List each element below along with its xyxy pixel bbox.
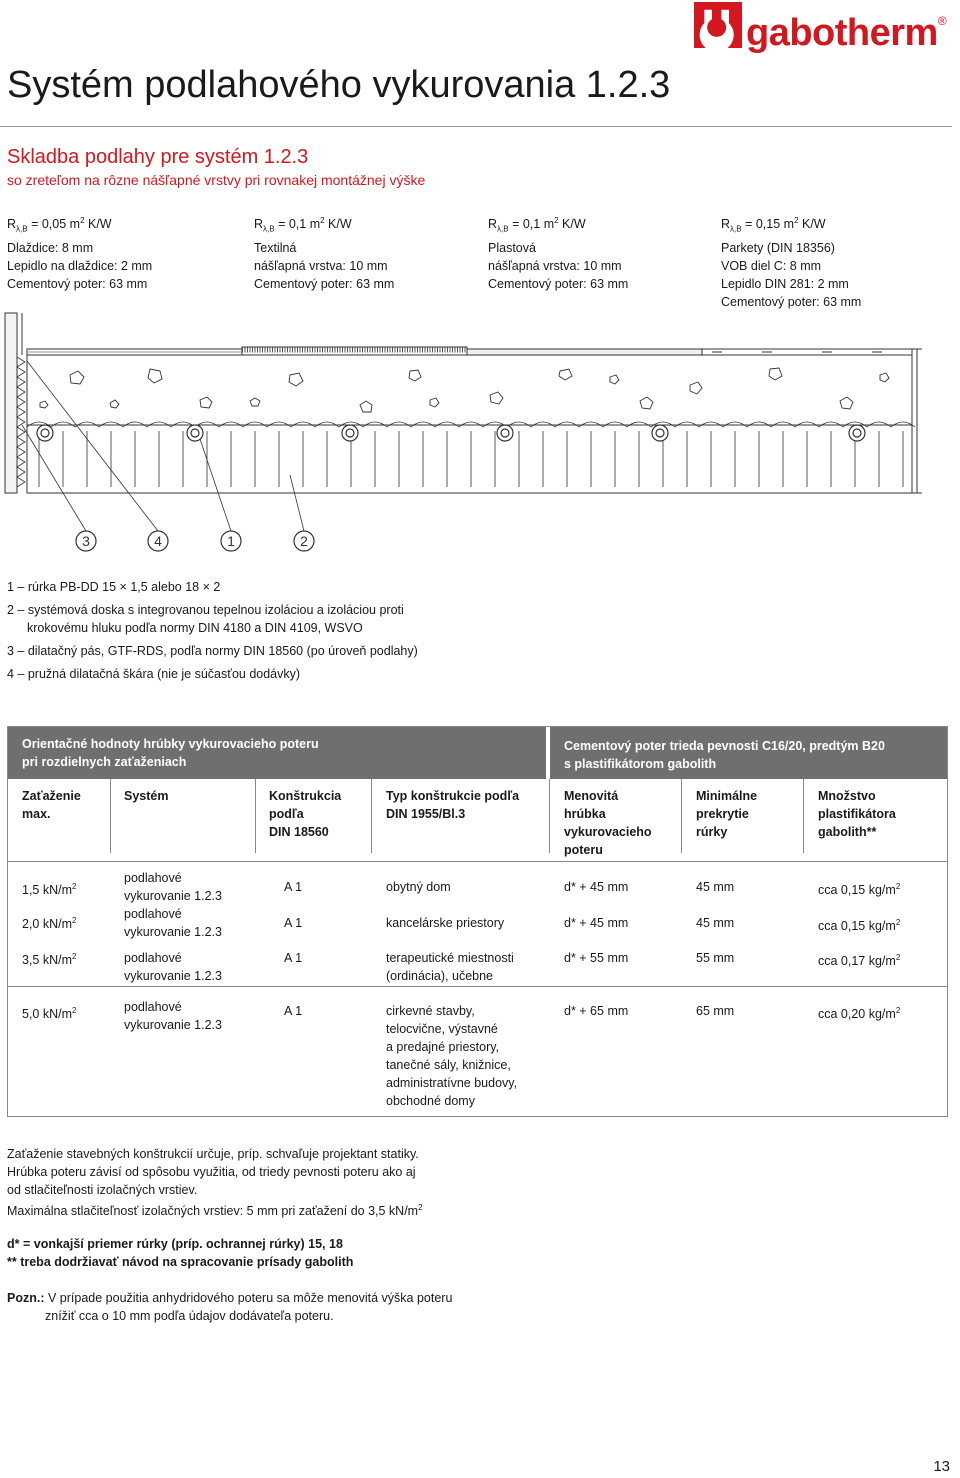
screed-thickness-table [7, 726, 948, 1117]
row4-thickness: d* + 65 mm [564, 1004, 629, 1018]
page-number: 13 [933, 1458, 950, 1475]
thermal-resistance: $R_{\lambda,B} = 0,15$ $m^2$ K/W [721, 216, 826, 234]
layer-line: nášľapná vrstva: 10 mm [254, 258, 388, 273]
row1-construction: A 1 [284, 880, 303, 894]
col-header-amount: Množstvo plastifikátora gabolith** [818, 789, 896, 839]
col-divider [255, 779, 256, 853]
legend-item-3: 3 – dilatačný pás, GTF-RDS, podľa normy DIN 18560 (po úroveň podlahy) [7, 644, 418, 658]
legend-item-1: 1 – rúrka PB-DD 15 × 1,5 alebo 18 × 2 [7, 580, 221, 594]
row2-type: kancelárske priestory [386, 916, 505, 930]
remark-label: Pozn.: [7, 1291, 45, 1305]
layer-line: Lepidlo na dlaždice: 2 mm [7, 258, 153, 273]
gabotherm-logo-mark-icon [694, 2, 742, 48]
remark-line-1: V prípade použitia anhydridového poteru sa môže menovitá výška poteru [47, 1291, 453, 1305]
legend-item-4: 4 – pružná dilatačná škára (nie je súčasťou dodávky) [7, 667, 301, 681]
layer-line: Cementový poter: 63 mm [254, 276, 395, 291]
col-header-cover: Minimálne prekrytie rúrky [696, 789, 758, 839]
remark-line-2: znížiť cca o 10 mm podľa údajov dodávateľa poteru. [45, 1309, 334, 1323]
table-header-right: Cementový poter trieda pevnosti C16/20, predtým B20 s plastifikátorom gabolith [550, 727, 947, 779]
row3-system: podlahové vykurovanie 1.2.3 [124, 951, 222, 983]
title-divider [0, 126, 952, 127]
gabotherm-logo [694, 2, 956, 54]
layer-line: Cementový poter: 63 mm [721, 294, 862, 309]
height-dimension [912, 349, 922, 493]
row3-amount: cca 0,17 $kg/m^2$ [818, 953, 901, 969]
row3-cover: 55 mm [696, 951, 735, 965]
page-title: Systém podlahového vykurovania 1.2.3 [7, 64, 671, 106]
table-header-left: Orientačné hodnoty hrúbky vykurovacieho poteru pri rozdielnych zaťaženiach [8, 727, 546, 779]
thermal-resistance: $R_{\lambda,B} = 0,1$ $m^2$ K/W [254, 216, 352, 234]
note-line: Hrúbka poteru závisí od spôsobu využitia, od triedy pevnosti poteru ako aj [7, 1165, 416, 1179]
row4-system: podlahové vykurovanie 1.2.3 [124, 1000, 222, 1032]
row3-type: terapeutické miestnosti (ordinácia), učebne [386, 951, 514, 983]
edge-strip-zigzag [17, 357, 25, 487]
definition-d-star: d* = vonkajší priemer rúrky (príp. ochrannej rúrky) 15, 18 [7, 1237, 343, 1251]
col-divider [110, 779, 111, 853]
row4-type: cirkevné stavby, telocvične, výstavné a predajné priestory, tanečné sály, knižnice, administratívne budovy, obchodné domy [386, 1004, 518, 1108]
row1-thickness: d* + 45 mm [564, 880, 629, 894]
layer-line: Plastová [488, 240, 536, 255]
wall [5, 313, 22, 493]
thermal-resistance: $R_{\lambda,B} = 0,05$ $m^2$ K/W [7, 216, 112, 234]
row2-system: podlahové vykurovanie 1.2.3 [124, 907, 222, 939]
col-divider [549, 779, 550, 853]
note-line: Zaťaženie stavebných konštrukcií určuje, príp. schvaľuje projektant statiky. [7, 1147, 419, 1161]
layer-line: Lepidlo DIN 281: 2 mm [721, 276, 849, 291]
legend-item-2: 2 – systémová doska s integrovanou tepelnou izoláciou a izoláciou proti [7, 603, 404, 617]
layer-column-2 [254, 212, 394, 293]
row1-cover: 45 mm [696, 880, 735, 894]
definition-double-star: ** treba dodržiavať návod na spracovanie prísady gabolith [7, 1255, 354, 1269]
row2-amount: cca 0,15 $kg/m^2$ [818, 918, 901, 934]
section-title: Skladba podlahy pre systém 1.2.3 [7, 146, 309, 168]
floor-coverings [27, 347, 912, 355]
remark [7, 1289, 452, 1307]
row2-thickness: d* + 45 mm [564, 916, 629, 930]
row3-load: 3,5 $kN/m^2$ [22, 952, 77, 968]
row1-type: obytný dom [386, 880, 451, 894]
header-divider [8, 861, 947, 862]
note-line: Maximálna stlačiteľnosť izolačných vrstiev: 5 mm pri zaťažení do 3,5 $kN/m^2$ [7, 1203, 423, 1219]
col-divider [681, 779, 682, 853]
floor-cross-section-diagram [0, 305, 960, 560]
insulation-board [27, 425, 912, 493]
layer-line: VOB diel C: 8 mm [721, 258, 822, 273]
layer-line: nášľapná vrstva: 10 mm [488, 258, 622, 273]
callout-label: 4 [154, 533, 162, 549]
row4-amount: cca 0,20 $kg/m^2$ [818, 1006, 901, 1022]
layer-line: Dlaždice: 8 mm [7, 240, 94, 255]
row3-construction: A 1 [284, 951, 303, 965]
row1-load: 1,5 $kN/m^2$ [22, 882, 77, 898]
layer-column-1 [7, 212, 152, 293]
col-header-construction: Konštrukcia podľa DIN 18560 [269, 789, 342, 839]
col-divider [803, 779, 804, 853]
col-divider [371, 779, 372, 853]
layer-line: Cementový poter: 63 mm [488, 276, 629, 291]
note-line: od stlačiteľnosti izolačných vrstiev. [7, 1183, 198, 1197]
row2-load: 2,0 $kN/m^2$ [22, 916, 77, 932]
thermal-resistance: $R_{\lambda,B} = 0,1$ $m^2$ K/W [488, 216, 586, 234]
callout-label: 1 [227, 533, 235, 549]
row-divider [8, 986, 947, 987]
legend-item-2-cont: krokovému hluku podľa normy DIN 4180 a DIN 4109, WSVO [27, 621, 363, 635]
layer-line: Cementový poter: 63 mm [7, 276, 148, 291]
callout-label: 2 [300, 533, 308, 549]
layer-column-4 [721, 212, 861, 311]
cement-screed [27, 355, 912, 425]
row4-cover: 65 mm [696, 1004, 735, 1018]
row2-cover: 45 mm [696, 916, 735, 930]
row4-load: 5,0 $kN/m^2$ [22, 1006, 77, 1022]
col-header-system: Systém [124, 789, 169, 803]
layer-line: Parkety (DIN 18356) [721, 240, 835, 255]
row3-thickness: d* + 55 mm [564, 951, 629, 965]
col-header-type: Typ konštrukcie podľa DIN 1955/Bl.3 [386, 789, 520, 821]
row1-amount: cca 0,15 $kg/m^2$ [818, 882, 901, 898]
gabotherm-logo-text: gabotherm® [746, 12, 947, 54]
col-header-thickness: Menovitá hrúbka vykurovacieho poteru [564, 789, 652, 857]
col-header-load: Zaťaženie max. [22, 789, 81, 821]
row1-system: podlahové vykurovanie 1.2.3 [124, 871, 222, 903]
row2-construction: A 1 [284, 916, 303, 930]
layer-column-3 [488, 212, 628, 293]
section-subtitle: so zreteľom na rôzne nášľapné vrstvy pri rovnakej montážnej výške [7, 172, 426, 188]
callout-label: 3 [82, 533, 90, 549]
layer-line: Textilná [254, 240, 297, 255]
row4-construction: A 1 [284, 1004, 303, 1018]
